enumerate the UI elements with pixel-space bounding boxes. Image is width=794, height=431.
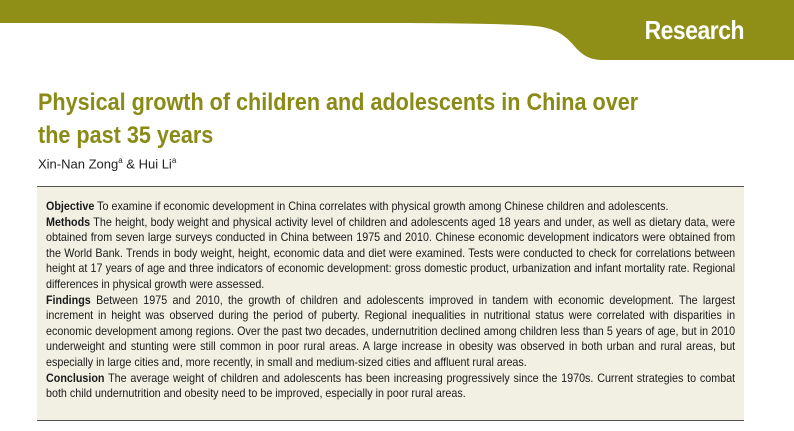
- abstract-box: [37, 186, 744, 421]
- abstract-methods: [46, 215, 735, 293]
- abstract-findings: [46, 293, 735, 371]
- objective-text: To examine if economic development in China correlates with physical growth among Chinese children and adolescents.: [97, 199, 669, 213]
- conclusion-heading: Conclusion: [46, 370, 105, 385]
- findings-text: Between 1975 and 2010, the growth of children and adolescents improved in tandem with economic development. The largest increment in height was observed during the period of puberty. Regional inequalities in nutritional status were correlated with disparities in economic development among regions. Over the past two decades, undernutrition declined among children less than 5 years of age, but in 2010 underweight and stunting were still common in poor rural areas. A large increase in obesity was observed in both urban and rural areas, but especially in large cities and, more recently, in small and medium-sized cities and affluent rural areas.: [46, 292, 736, 369]
- author-name: Hui Li: [138, 156, 172, 172]
- author-affiliation: a: [171, 156, 177, 165]
- section-banner: [0, 0, 794, 60]
- author-affiliation: a: [118, 156, 123, 165]
- abstract-text: [46, 199, 735, 402]
- conclusion-text: The average weight of children and adolescents has been increasing progressively since the 1970s. Current strategies to combat both child undernutrition and obesity need to be improved, especially in poor rural areas.: [46, 370, 736, 401]
- section-label: Research: [644, 15, 744, 45]
- methods-heading: Methods: [46, 214, 91, 229]
- objective-heading: Objective: [46, 199, 95, 213]
- article-title: Physical growth of children and adolescents in China over the past 35 years: [38, 89, 639, 149]
- abstract-objective: [46, 199, 735, 215]
- author-separator: &: [122, 156, 139, 172]
- author-name: Xin-Nan Zong: [38, 156, 119, 172]
- author-list: [38, 153, 176, 172]
- abstract-conclusion: [46, 371, 735, 402]
- findings-heading: Findings: [46, 292, 91, 307]
- methods-text: The height, body weight and physical activity level of children and adolescents aged 18 years and under, as well as dietary data, were obtained from seven large surveys conducted in China between 1975 and 2010. Chinese economic development indicators were obtained from the World Bank. Trends in body weight, height, economic data and diet were examined. Tests were conducted to check for correlations between height at 17 years of age and three indicators of economic development: gross domestic product, urbanization and infant mortality rate. Regional differences in physical growth were assessed.: [46, 214, 736, 291]
